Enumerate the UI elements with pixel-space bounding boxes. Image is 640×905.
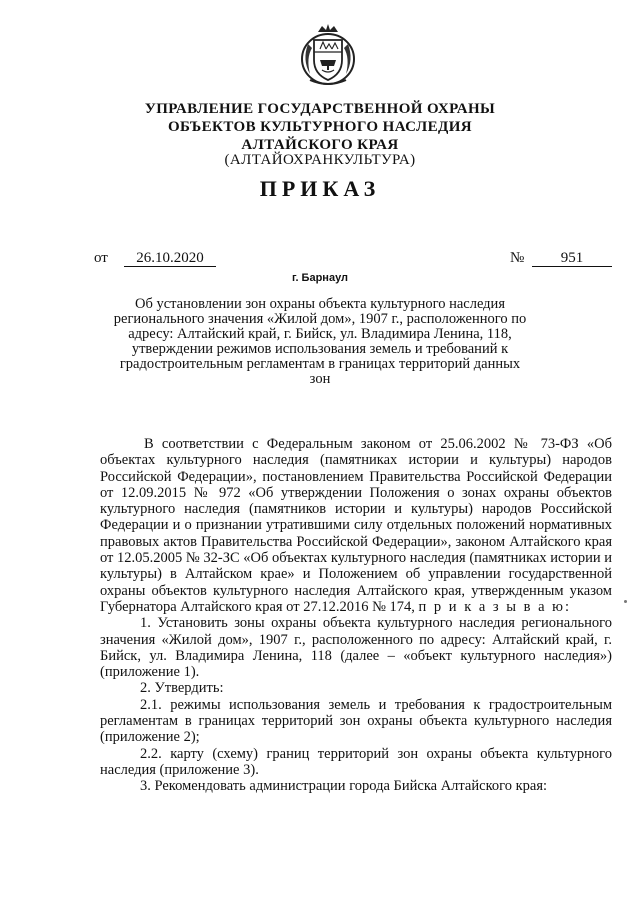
order-body bbox=[100, 436, 612, 795]
date-label: от bbox=[94, 250, 108, 266]
document-type-title: ПРИКАЗ bbox=[259, 176, 381, 201]
item-2-2: 2.2. карту (схему) границ территорий зон охраны объекта культурного наследия (приложение 3). bbox=[100, 745, 612, 778]
org-name-line-2: ОБЪЕКТОВ КУЛЬТУРНОГО НАСЛЕДИЯ bbox=[167, 119, 473, 135]
preamble-text: В соответствии с Федеральным законом от 25.06.2002 № 73-ФЗ «Об объектах культурного наследия (памятниках истории и культуры) народов Российской Федерации», постановлением Правительства Российской Федерации от 12.09.2015 № 972 «Об утверждении Положения о зонах охраны объектов культурного наследия (памятников истории и культуры) народов Российской Федерации и о признании утратившими силу отдельных положений нормативных правовых актов Правительства Российской Федерации», законом Алтайского края от 12.05.2005 № 32-ЗС «Об объектах культурного наследия (памятниках истории и культуры) в Алтайском крае» и Положением об управлении государственной охраны объектов культурного наследия Алтайского края, утвержденным указом Губернатора Алтайского края от 27.12.2016 № 174, bbox=[100, 436, 612, 615]
item-2-1: 2.1. режимы использования земель и требования к градостроительным регламентам в границах территорий зон охраны объекта культурного наследия (приложение 2); bbox=[100, 696, 612, 746]
org-name-line-1: УПРАВЛЕНИЕ ГОСУДАРСТВЕННОЙ ОХРАНЫ bbox=[144, 101, 496, 117]
document-number: 951 bbox=[532, 250, 612, 267]
scan-speck bbox=[624, 600, 627, 603]
document-date: 26.10.2020 bbox=[124, 250, 216, 267]
issuing-city: г. Барнаул bbox=[291, 272, 349, 284]
altai-krai-coat-of-arms-icon bbox=[296, 22, 360, 88]
item-3: 3. Рекомендовать администрации города Бийска Алтайского края: bbox=[140, 778, 548, 795]
preamble-paragraph bbox=[100, 436, 612, 615]
order-subject: Об установлении зон охраны объекта культурного наследия регионального значения «Жилой дом», 1907 г., расположенного по адресу: Алтайский край, г. Бийск, ул. Владимира Ленина, 118, утверждении режимов использования земель и требований к градостроительным регламентам в границах территорий данных зон bbox=[113, 296, 527, 387]
order-word: п р и к а з ы в а ю: bbox=[418, 598, 572, 615]
number-label: № bbox=[510, 250, 525, 266]
item-1: 1. Установить зоны охраны объекта культурного наследия регионального значения «Жилой дом», 1907 г., расположенного по адресу: Алтайский край, г. Бийск, ул. Владимира Ленина, 118 (далее – «объект культурного наследия») (приложение 1). bbox=[100, 615, 612, 681]
org-name-line-3: АЛТАЙСКОГО КРАЯ bbox=[241, 137, 399, 153]
org-short-name: (АЛТАЙОХРАНКУЛЬТУРА) bbox=[224, 152, 416, 168]
item-2: 2. Утвердить: bbox=[140, 680, 224, 697]
